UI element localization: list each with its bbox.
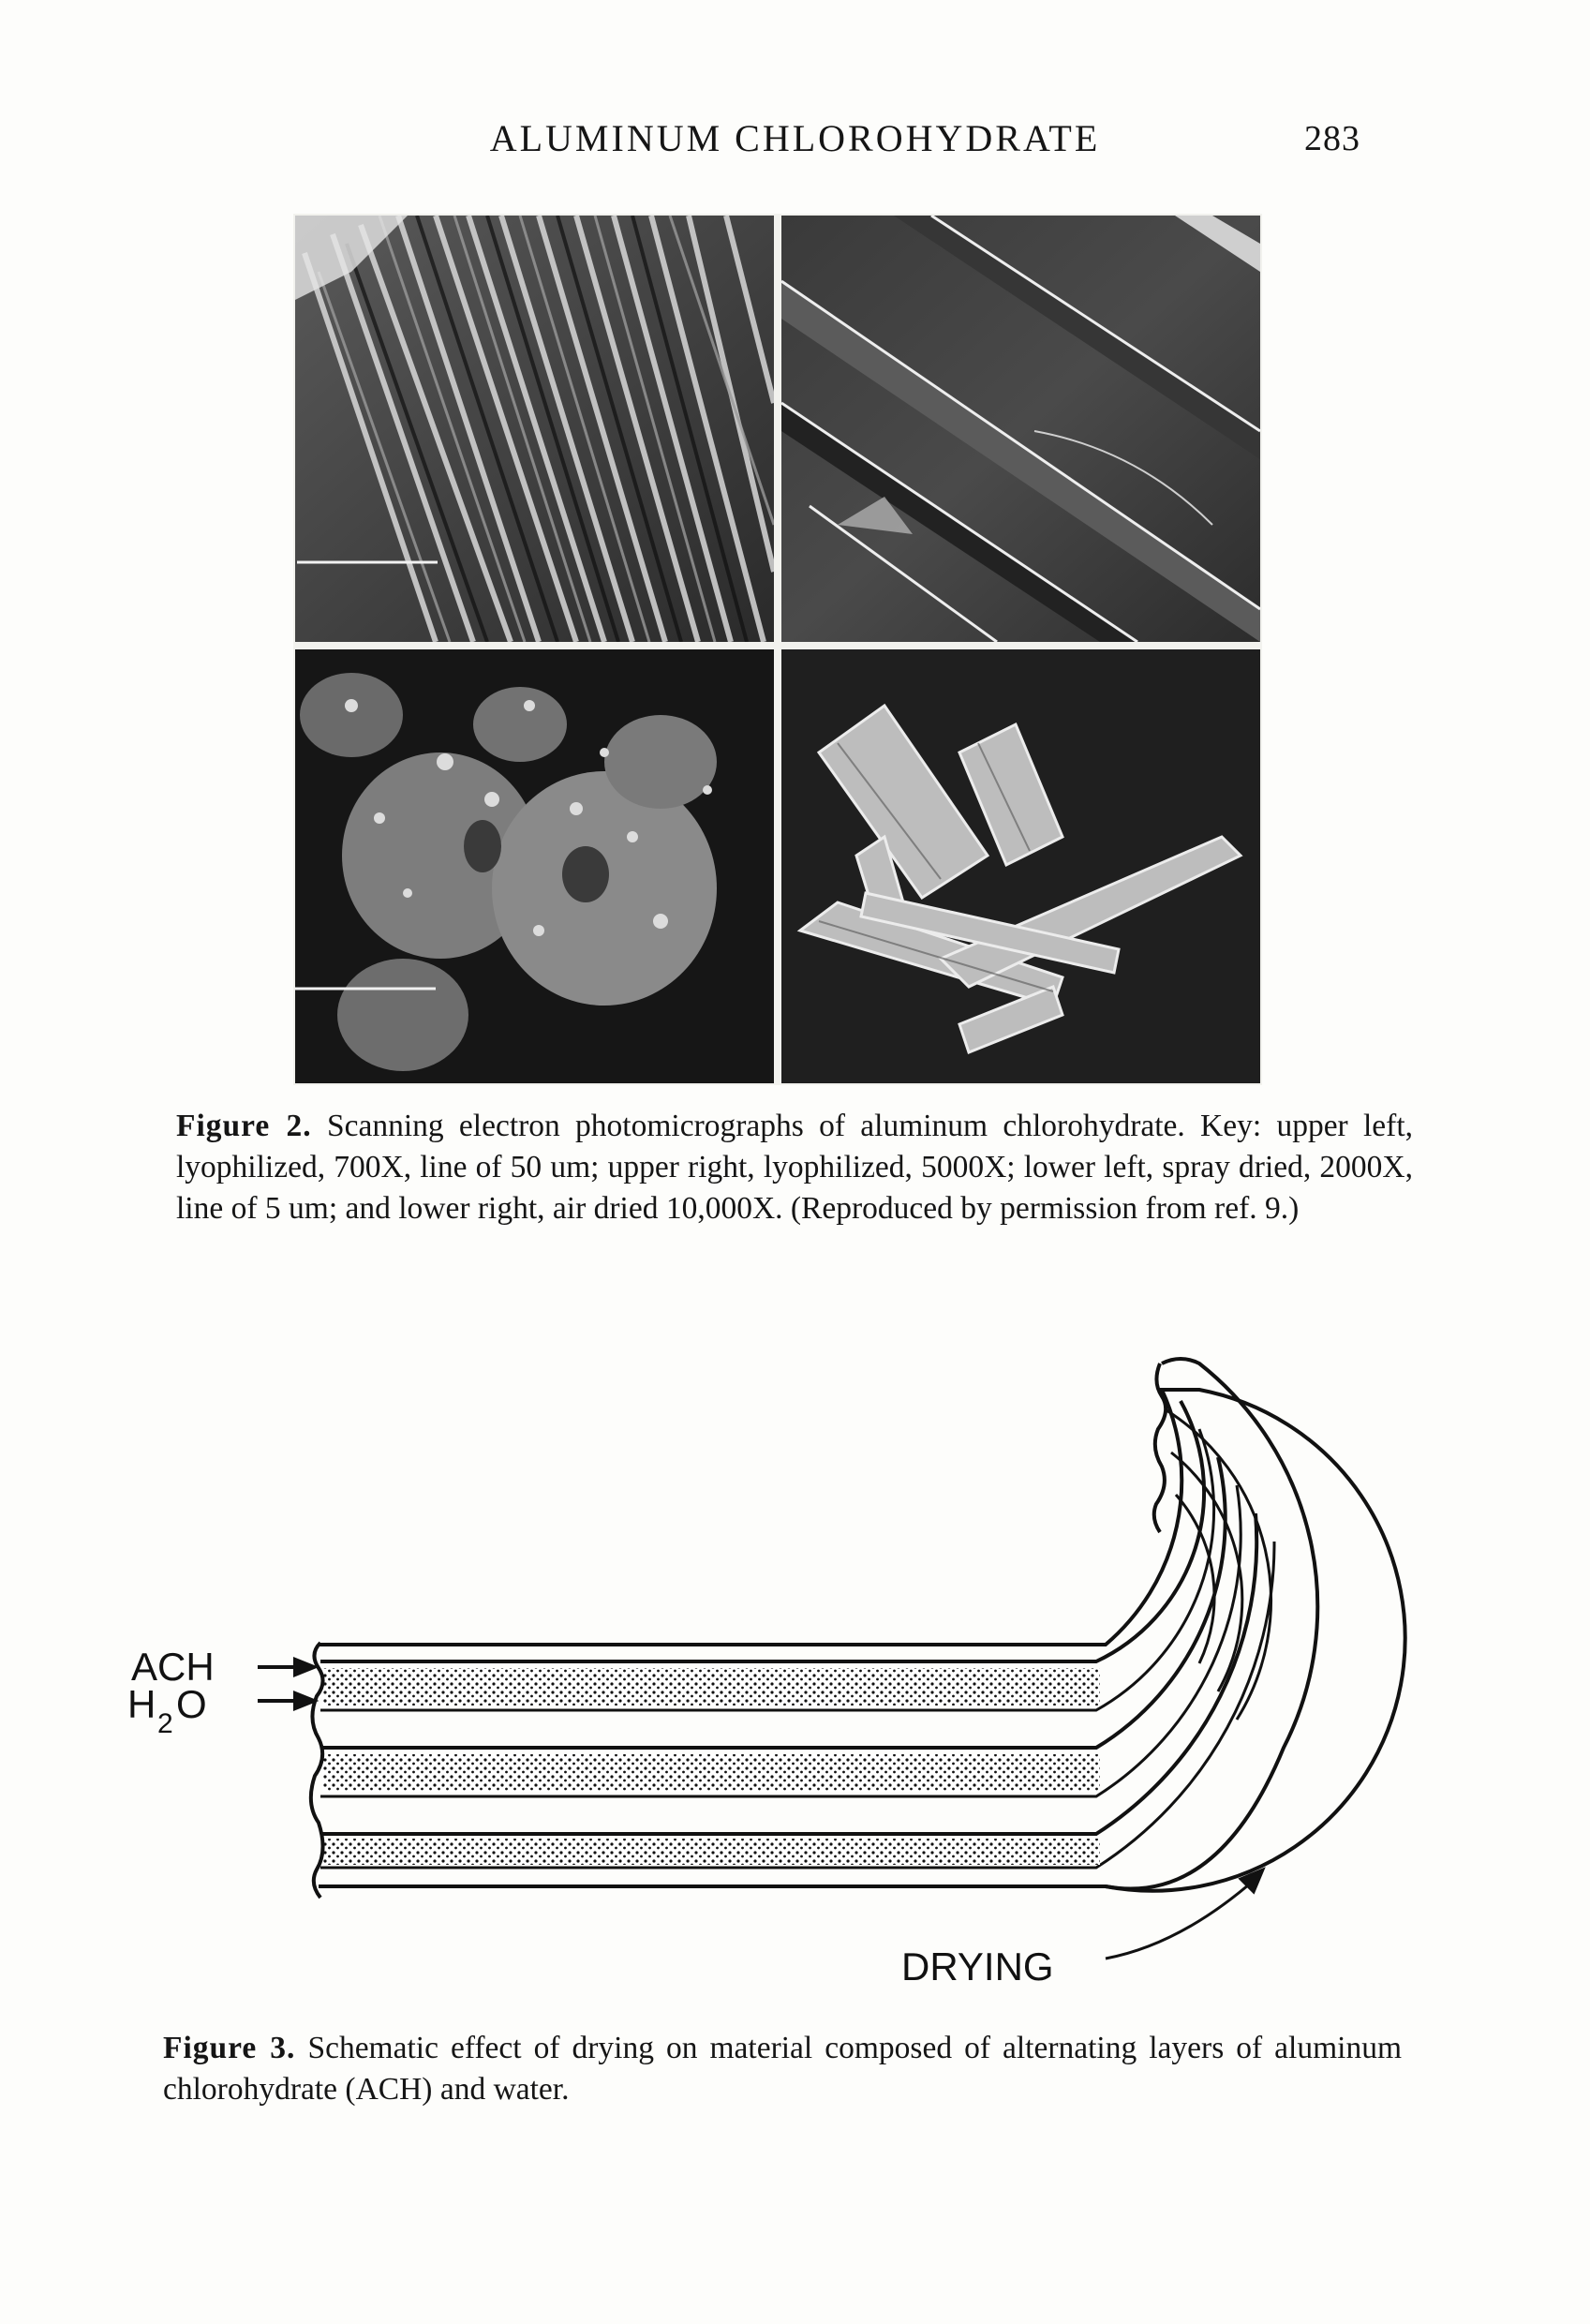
figure-3-caption	[163, 2028, 1402, 2110]
page-number: 283	[1304, 119, 1360, 158]
figure-2-micrographs	[293, 214, 1262, 1085]
micrograph-upper-left	[295, 216, 774, 642]
drying-arrow-icon	[1106, 1870, 1263, 1959]
h2o-label-o: O	[176, 1682, 207, 1726]
figure-3-caption-text: Schematic effect of drying on material composed of alternating layers of aluminum chlorohydrate (ACH) and water.	[163, 2031, 1402, 2107]
h2o-arrow-icon	[258, 1693, 314, 1708]
ach-arrow-icon	[258, 1660, 314, 1675]
figure-3-schematic	[112, 1345, 1499, 2010]
running-title: ALUMINUM CHLOROHYDRATE	[489, 117, 1101, 159]
figure-3-label: Figure 3.	[163, 2031, 296, 2065]
figure-2-label: Figure 2.	[176, 1109, 312, 1143]
micrograph-upper-right	[781, 216, 1260, 642]
water-layer-3	[322, 1839, 1100, 1865]
figure-2-caption-text: Scanning electron photomicrographs of aluminum chlorohydrate. Key: upper left, lyophilized, 700X, line of 50 um; upper right, lyophilized, 5000X; lower left, spray dried, 2000X, line of 5 um; and lower right, air dried 10,000X. (Reproduced by permission from ref. 9.)	[176, 1109, 1414, 1226]
micrograph-lower-left	[295, 649, 774, 1083]
running-head	[0, 111, 1590, 167]
water-layer-2	[322, 1754, 1100, 1792]
drying-label: DRYING	[901, 1944, 1054, 1989]
water-layer-1	[322, 1668, 1100, 1706]
ach-label: ACH	[131, 1645, 215, 1689]
h2o-label-subscript: 2	[157, 1708, 173, 1739]
figure-2-caption	[176, 1106, 1413, 1229]
micrograph-lower-right	[781, 649, 1260, 1083]
h2o-label-h: H	[127, 1682, 156, 1726]
